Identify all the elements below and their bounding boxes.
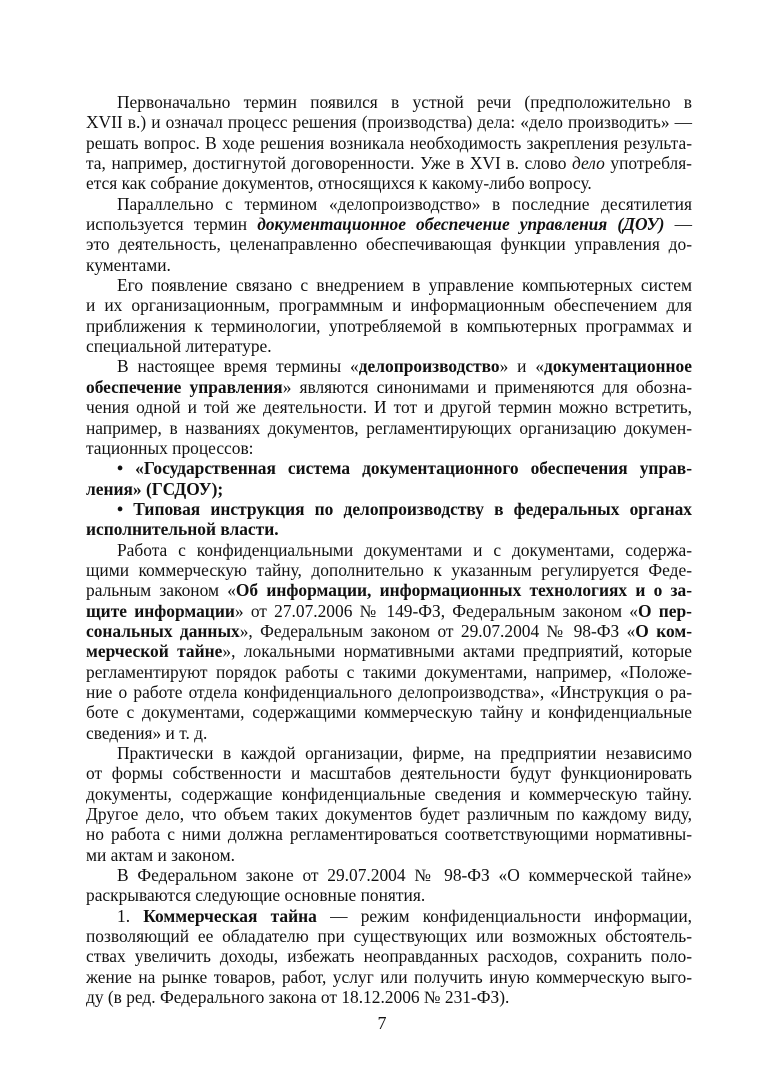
paragraph xyxy=(86,92,692,194)
paragraph xyxy=(86,540,692,743)
text-run: ствах увеличить доходы, избежать неоправданных расходов, сохранить поло- xyxy=(86,946,692,967)
text-line xyxy=(86,885,692,905)
text-run: это деятельность, целенаправленно обеспечивающая функции управления до- xyxy=(86,234,692,255)
text-line xyxy=(86,397,692,417)
paragraph xyxy=(86,906,692,1008)
document-body xyxy=(86,92,692,1007)
italic-text: дело xyxy=(572,153,605,174)
text-line xyxy=(86,865,692,885)
bold-text: • «Государственная система документационного обеспечения управ- xyxy=(117,458,692,479)
bold-text: • Типовая инструкция по делопроизводству в федеральных органах xyxy=(117,498,692,519)
text-line xyxy=(86,234,692,254)
text-run: чения одной и той же деятельности. И тот и другой термин можно встретить, xyxy=(86,397,692,418)
bold-text: ления» (ГСДОУ); xyxy=(86,478,224,499)
page-number: 7 xyxy=(377,1013,387,1033)
bold-text: исполнительной власти. xyxy=(86,519,279,540)
text-line xyxy=(86,946,692,966)
bold-text: документационное xyxy=(544,356,692,377)
text-run: ми актам и законом. xyxy=(86,844,236,865)
text-run: позволяющий ее обладателю при существующих или возможных обстоятель- xyxy=(86,926,692,947)
text-run: ется как собрание документов, относящихся к какому-либо вопросу. xyxy=(86,173,592,194)
paragraph xyxy=(86,458,692,499)
text-line xyxy=(86,967,692,987)
text-line xyxy=(86,194,692,214)
text-run: — xyxy=(664,214,692,235)
text-line xyxy=(86,926,692,946)
text-line xyxy=(86,499,692,519)
text-line xyxy=(86,824,692,844)
text-run: документы, содержащие конфиденциальные сведения и коммерческую тайну. xyxy=(86,783,692,804)
text-line xyxy=(86,458,692,478)
text-run: решать вопрос. В ходе решения возникала необходимость закрепления результа- xyxy=(86,132,692,153)
text-run: но работа с ними должна регламентироваться соответствующими нормативны- xyxy=(86,824,692,845)
text-line xyxy=(86,662,692,682)
text-line xyxy=(86,519,692,539)
text-run: Параллельно с термином «делопроизводство» в последние десятилетия xyxy=(117,193,692,214)
text-run: ние о работе отдела конфиденциального делопроизводства», «Инструкция о ра- xyxy=(86,681,692,702)
text-run: щими коммерческую тайну, дополнительно к указанным регулируется Феде- xyxy=(86,559,692,580)
text-run: приближения к терминологии, употребляемой в компьютерных программах и xyxy=(86,315,692,336)
text-line xyxy=(86,763,692,783)
text-run: тационных процессов: xyxy=(86,437,254,458)
text-run: » и « xyxy=(499,356,545,377)
text-line xyxy=(86,601,692,621)
bold-text: мерческой тайне xyxy=(86,641,223,662)
text-line xyxy=(86,356,692,376)
text-run: XVII в.) и означал процесс решения (производства) дела: «дело производить» — xyxy=(86,112,692,133)
text-run: — режим конфиденциальности информации, xyxy=(316,905,693,926)
bold-text: О ком- xyxy=(635,620,693,641)
text-line xyxy=(86,682,692,702)
paragraph xyxy=(86,356,692,458)
text-run: от формы собственности и масштабов деятельности будут функционировать xyxy=(86,763,692,784)
paragraph xyxy=(86,743,692,865)
text-run: жение на рынке товаров, работ, услуг или получить иную коммерческую выго- xyxy=(86,966,692,987)
text-line xyxy=(86,560,692,580)
text-line xyxy=(86,723,692,743)
text-run: », локальными нормативными актами предприятий, которые xyxy=(222,641,692,662)
paragraph xyxy=(86,499,692,540)
bold-text: О пер- xyxy=(638,600,692,621)
text-line xyxy=(86,702,692,722)
text-run: Его появление связано с внедрением в управление компьютерных систем xyxy=(117,275,692,296)
text-line xyxy=(86,112,692,132)
text-line xyxy=(86,580,692,600)
text-line xyxy=(86,845,692,865)
text-run: например, в названиях документов, регламентирующих организацию докумен- xyxy=(86,417,692,438)
text-line xyxy=(86,153,692,173)
text-run: ду (в ред. Федерального закона от 18.12.2006 № 231-ФЗ). xyxy=(86,987,510,1008)
text-run: Первоначально термин появился в устной речи (предположительно в xyxy=(117,92,692,112)
text-line xyxy=(86,479,692,499)
text-run: » являются синонимами и применяются для обозна- xyxy=(282,376,693,397)
bold-text: сональных данных xyxy=(86,620,240,641)
text-line xyxy=(86,784,692,804)
text-run: 1. xyxy=(117,905,144,926)
text-run: та, например, достигнутой договоренности. Уже в XVI в. слово xyxy=(86,153,572,174)
text-run: сведения» и т. д. xyxy=(86,722,208,743)
text-run: В настоящее время термины « xyxy=(117,356,359,377)
bold-text: Коммерческая тайна xyxy=(143,905,317,926)
text-line xyxy=(86,987,692,1007)
text-line xyxy=(86,540,692,560)
text-line xyxy=(86,906,692,926)
text-run: и их организационным, программным и информационным обеспечением для xyxy=(86,295,692,316)
text-line xyxy=(86,214,692,234)
paragraph xyxy=(86,275,692,356)
text-line xyxy=(86,316,692,336)
bold-text: обеспечение управления xyxy=(86,376,283,397)
text-run: Другое дело, что объем таких документов будет различным по каждому виду, xyxy=(86,804,692,825)
text-line xyxy=(86,743,692,763)
bold-italic-text: документационное обеспечение управления (ДОУ) xyxy=(257,214,665,235)
text-line xyxy=(86,377,692,397)
text-run: ральным законом « xyxy=(86,580,236,601)
text-line xyxy=(86,255,692,275)
paragraph xyxy=(86,194,692,275)
text-line xyxy=(86,438,692,458)
text-run: используется термин xyxy=(86,214,258,235)
text-line xyxy=(86,275,692,295)
text-run: раскрываются следующие основные понятия. xyxy=(86,885,426,906)
text-line xyxy=(86,92,692,112)
text-line xyxy=(86,336,692,356)
text-line xyxy=(86,418,692,438)
bold-text: Об информации, информационных технологиях и о за- xyxy=(235,580,692,601)
text-run: кументами. xyxy=(86,254,171,275)
bold-text: щите информации xyxy=(86,600,235,621)
text-line xyxy=(86,621,692,641)
text-run: регламентируют порядок работы с такими документами, например, «Положе- xyxy=(86,661,692,682)
text-line xyxy=(86,295,692,315)
text-run: Работа с конфиденциальными документами и с документами, содержа- xyxy=(117,539,692,560)
text-run: В Федеральном законе от 29.07.2004 № 98-ФЗ «О коммерческой тайне» xyxy=(117,865,692,886)
text-line xyxy=(86,173,692,193)
text-line xyxy=(86,133,692,153)
paragraph xyxy=(86,865,692,906)
text-run: специальной литературе. xyxy=(86,336,272,357)
text-line xyxy=(86,804,692,824)
bold-text: делопроизводство xyxy=(358,356,500,377)
text-run: употребля- xyxy=(604,153,692,174)
text-run: боте с документами, содержащими коммерческую тайну и конфиденциальные xyxy=(86,702,692,723)
text-run: », Федеральным законом от 29.07.2004 № 98-ФЗ « xyxy=(239,620,636,641)
text-line xyxy=(86,641,692,661)
text-run: » от 27.07.2006 № 149-ФЗ, Федеральным законом « xyxy=(234,600,638,621)
text-run: Практически в каждой организации, фирме, на предприятии независимо xyxy=(117,743,692,763)
